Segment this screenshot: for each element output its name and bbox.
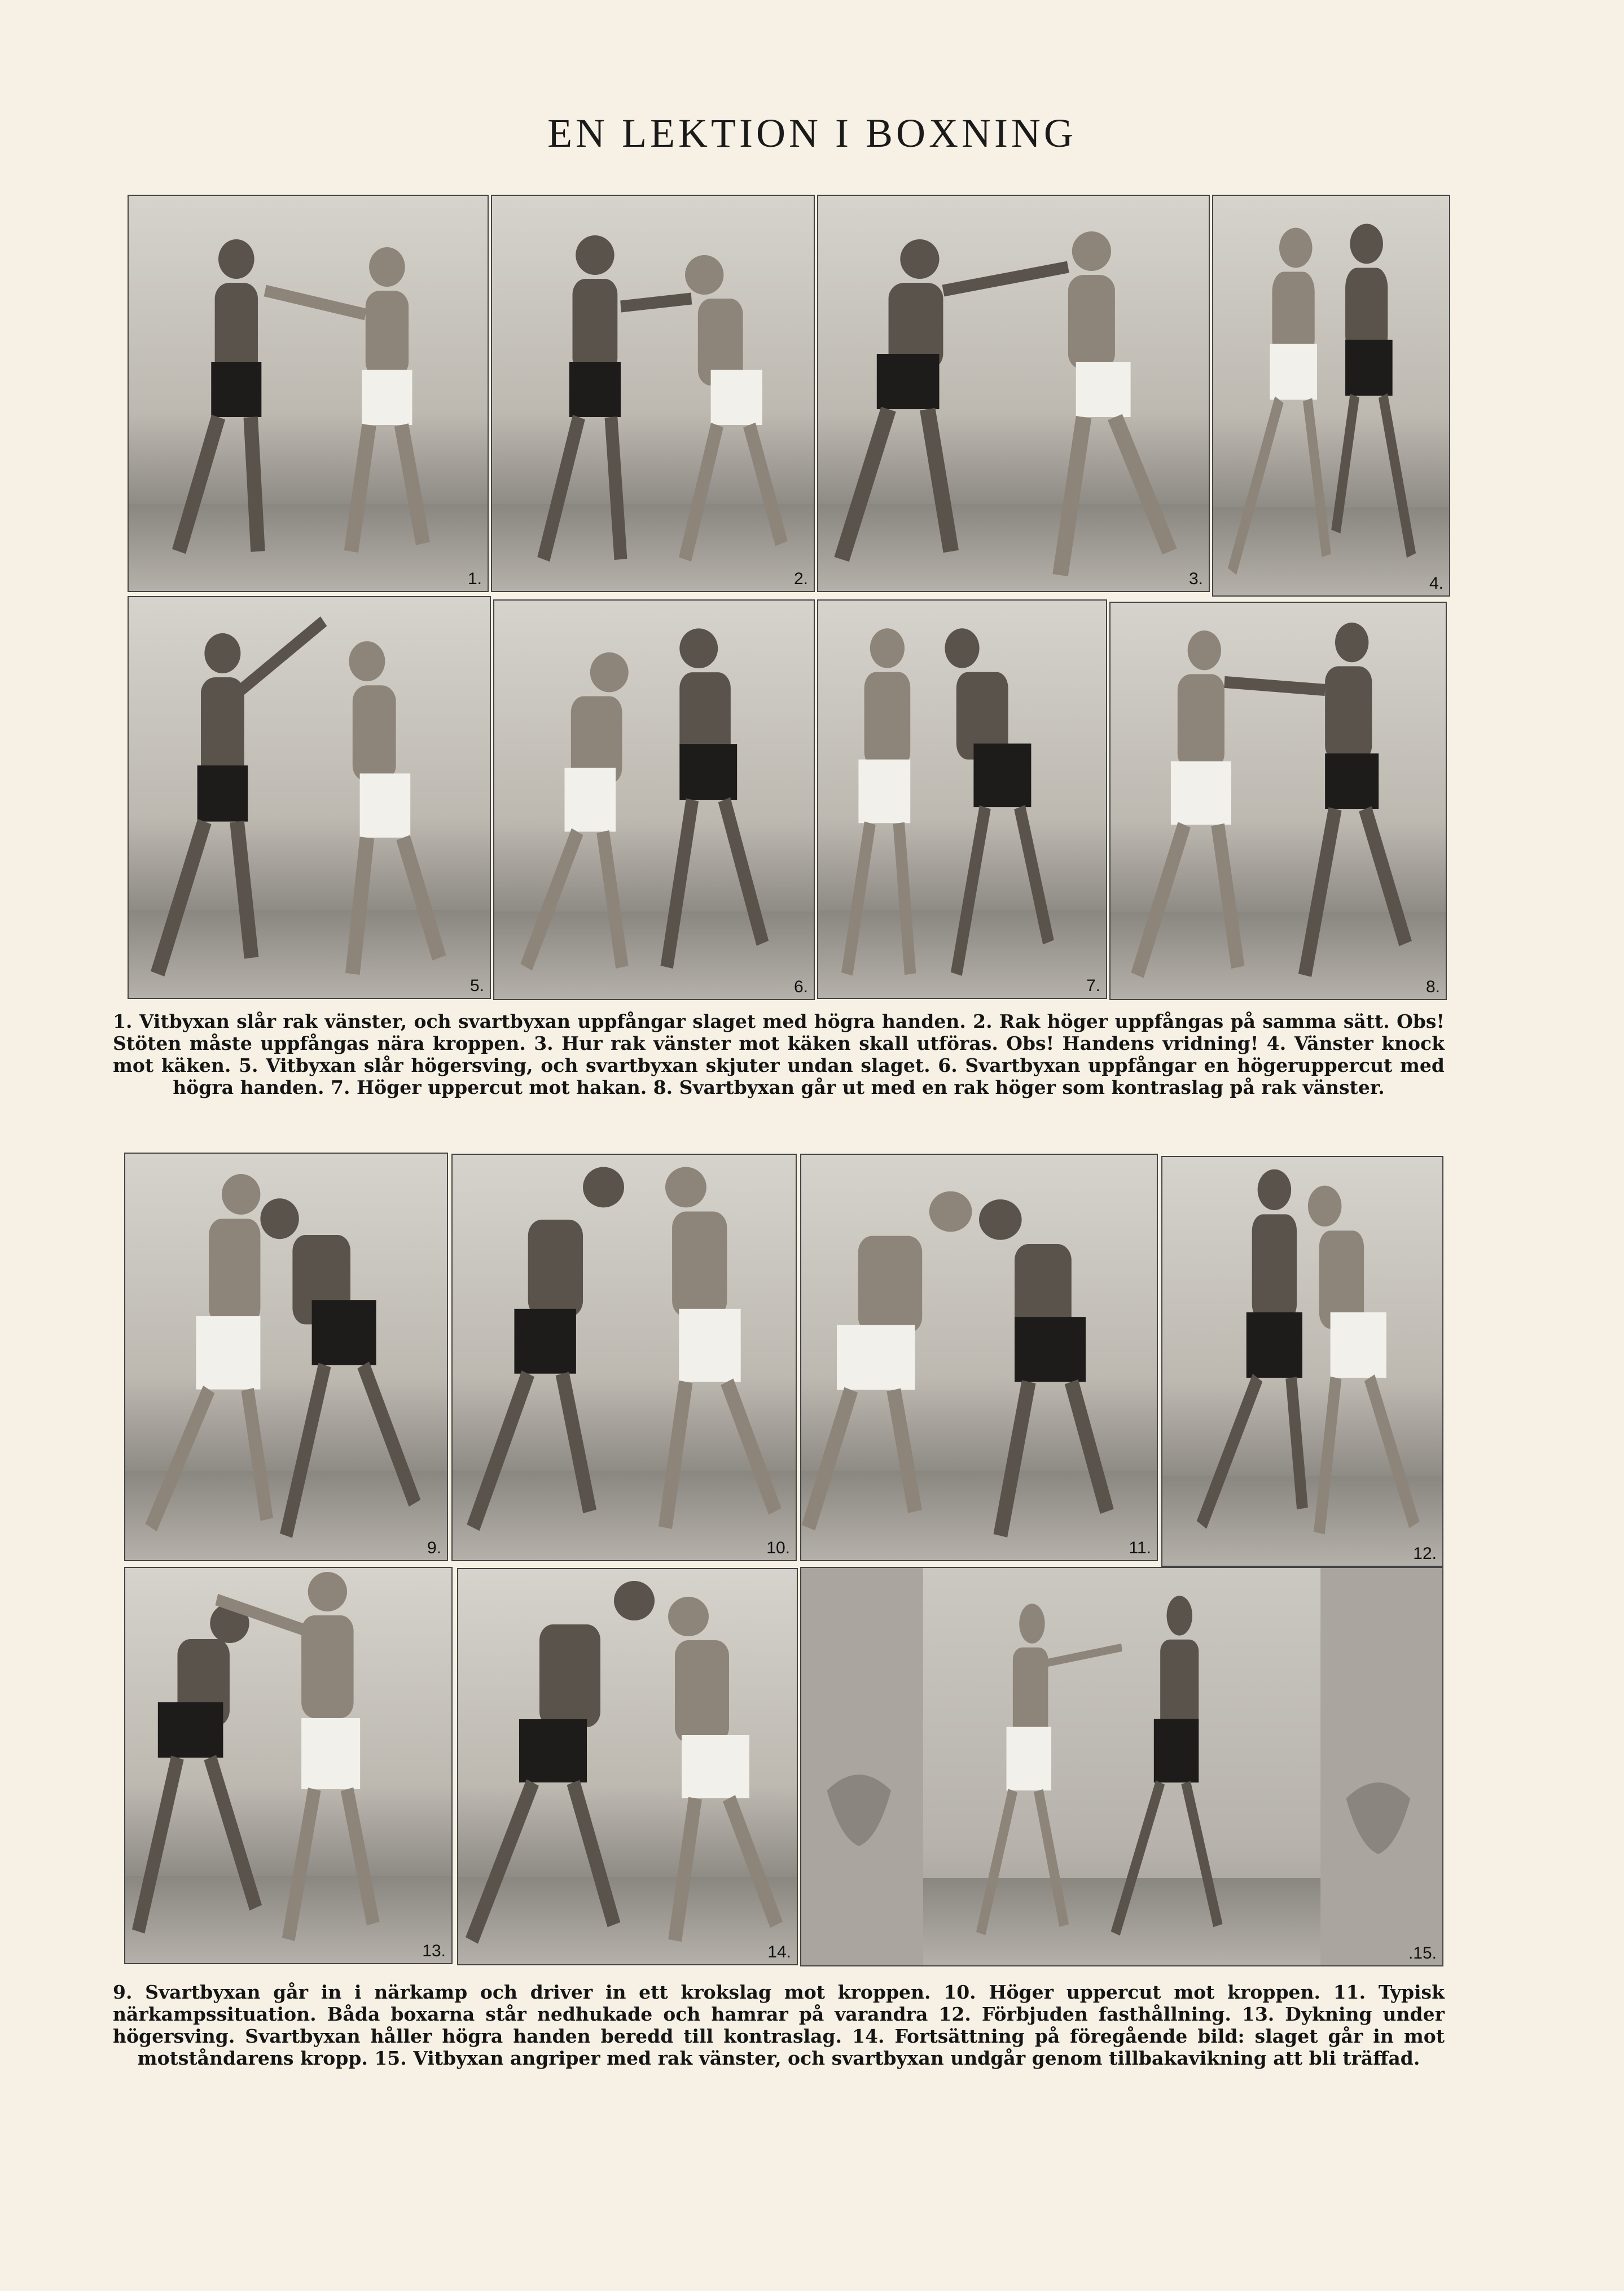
boxers-figure — [801, 1568, 1442, 1965]
page-title: EN LEKTION I BOXNING — [547, 111, 1077, 156]
boxers-figure — [1111, 603, 1446, 999]
photo-5 — [128, 596, 491, 999]
boxers-figure — [1213, 196, 1449, 595]
boxers-figure — [125, 1568, 451, 1963]
photo-number: 5. — [469, 976, 484, 995]
photo-9 — [124, 1153, 448, 1561]
boxers-figure — [818, 601, 1106, 998]
photo-6 — [493, 599, 815, 1000]
caption-top: 1. Vitbyxan slår rak vänster, och svartbyxan uppfångar slaget med högra handen. 2. Rak höger uppfångas på samma sätt. Obs! Stöten måste uppfångas nära kroppen. 3. Hur rak vänster mot käken skall utföras. Obs! Handens vridning! 4. Vänster knock mot käken. 5. Vitbyxan slår högersving, och svartbyxan skjuter undan slaget. 6. Svartbyxan uppfångar en högeruppercut med högra handen. 7. Höger uppercut mot hakan. 8. Svartbyxan går ut med en rak höger som kontraslag på rak vänster. — [113, 1010, 1445, 1098]
photo-10 — [451, 1154, 797, 1561]
photo-number: 9. — [427, 1539, 441, 1557]
boxers-figure — [129, 597, 490, 998]
photo-number: .15. — [1408, 1944, 1437, 1963]
caption-bottom: 9. Svartbyxan går in i närkamp och driver in ett krokslag mot kroppen. 10. Höger uppercut mot kroppen. 11. Typisk närkampssituation. Båda boxarna står nedhukade och hamrar på varandra 12. Förbjuden fasthållning. 13. Dykning under högersving. Svartbyxan håller högra handen beredd till kontraslag. 14. Fortsättning på föregående bild: slaget går in mot motståndarens kropp. 15. Vitbyxan angriper med rak vänster, och svartbyxan undgår genom tillbakavikning att bli träffad. — [113, 1981, 1445, 2069]
boxers-figure — [458, 1569, 797, 1964]
boxers-figure — [1162, 1157, 1442, 1566]
boxers-figure — [801, 1155, 1157, 1560]
boxers-figure — [129, 196, 488, 591]
photo-13 — [124, 1567, 453, 1964]
photo-11 — [800, 1154, 1158, 1561]
photo-8 — [1109, 602, 1447, 1000]
boxers-figure — [125, 1154, 447, 1560]
photo-2 — [491, 195, 815, 592]
photo-number: 1. — [467, 570, 482, 588]
photo-7 — [817, 599, 1107, 999]
photo-number: 13. — [422, 1942, 446, 1960]
photo-number: 6. — [793, 978, 808, 996]
photo-4 — [1212, 195, 1450, 597]
photo-number: 12. — [1413, 1544, 1437, 1563]
boxers-figure — [453, 1155, 796, 1560]
photo-number: 7. — [1086, 976, 1100, 995]
photo-12 — [1161, 1156, 1443, 1567]
photo-3 — [817, 195, 1210, 592]
photo-number: 3. — [1188, 570, 1203, 588]
photo-number: 8. — [1425, 978, 1440, 996]
photo-number: 4. — [1429, 574, 1443, 593]
boxers-figure — [818, 196, 1209, 591]
photo-number: 11. — [1129, 1539, 1151, 1557]
boxers-figure — [494, 601, 814, 999]
photo-14 — [457, 1568, 798, 1965]
boxers-figure — [492, 196, 814, 591]
photo-number: 10. — [766, 1539, 790, 1557]
photo-15 — [800, 1567, 1443, 1966]
photo-number: 14. — [767, 1943, 791, 1961]
photo-1 — [128, 195, 489, 592]
photo-number: 2. — [793, 570, 808, 588]
